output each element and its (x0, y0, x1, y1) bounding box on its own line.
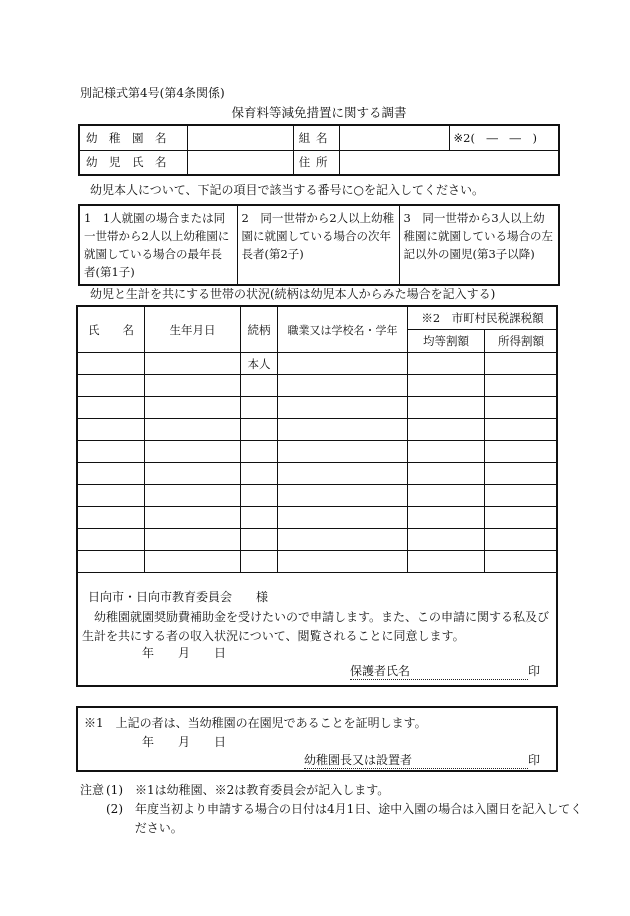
principal-signature-line (304, 751, 540, 769)
table-row (78, 375, 558, 397)
cell-equal-levy[interactable] (408, 419, 485, 441)
cell-relation[interactable] (241, 441, 278, 463)
cell-birthdate[interactable] (145, 529, 241, 551)
col-header-tax: ※2 市町村民税課税額 (408, 307, 558, 330)
cell-name[interactable] (78, 463, 145, 485)
table-row (78, 463, 558, 485)
cell-name[interactable] (78, 485, 145, 507)
household-table (77, 306, 558, 573)
cell-birthdate[interactable] (145, 507, 241, 529)
cell-name[interactable] (78, 375, 145, 397)
col-header-relation: 続柄 (241, 307, 278, 353)
cell-relation[interactable] (241, 507, 278, 529)
application-statement: 幼稚園就園奨励費補助金を受けたいので申請します。また、この申請に関する私及び生計を共にする者の収入状況について、閲覧されることに同意します。 (82, 610, 550, 643)
cell-name[interactable] (78, 397, 145, 419)
cell-birthdate[interactable] (145, 463, 241, 485)
cell-occupation[interactable] (278, 551, 408, 573)
cell-income-levy[interactable] (485, 419, 558, 441)
addressee: 日向市・日向市教育委員会 様 (88, 590, 269, 604)
cell-income-levy[interactable] (485, 463, 558, 485)
col-header-occupation: 職業又は学校名・学年 (278, 307, 408, 353)
table-row (78, 529, 558, 551)
cell-equal-levy[interactable] (408, 485, 485, 507)
table-row (78, 551, 558, 573)
cell-birthdate[interactable] (145, 485, 241, 507)
application-date[interactable]: 年 月 日 (142, 646, 227, 660)
table-row (78, 507, 558, 529)
guardian-name-field[interactable] (350, 662, 528, 680)
cell-equal-levy[interactable] (408, 463, 485, 485)
cell-relation[interactable] (241, 375, 278, 397)
cell-income-levy[interactable] (485, 507, 558, 529)
form-number: 別記様式第4号(第4条関係) (80, 86, 225, 100)
class-label: 組名 (293, 125, 339, 150)
address-label: 住所 (293, 150, 339, 175)
table-row (78, 353, 558, 375)
note2-code: ※2( ― ― ) (449, 125, 559, 150)
note-1: (1) ※1は幼稚園、※2は教育委員会が記入します。 (106, 783, 390, 797)
note-2: (2) 年度当初より申請する場合の日付は4月1日、途中入園の場合は入園日を記入してください。 (106, 802, 583, 835)
principal-name-field[interactable] (304, 751, 528, 769)
guardian-name-label: 保護者氏名 (350, 664, 411, 678)
cell-relation[interactable] (241, 485, 278, 507)
cell-occupation[interactable] (278, 507, 408, 529)
principal-label: 幼稚園長又は設置者 (304, 753, 413, 767)
cell-occupation[interactable] (278, 441, 408, 463)
birth-order-options (78, 204, 560, 286)
cell-occupation[interactable] (278, 375, 408, 397)
cell-relation-self: 本人 (241, 353, 278, 375)
cell-equal-levy[interactable] (408, 529, 485, 551)
notes-label: 注意 (80, 783, 105, 797)
cell-relation[interactable] (241, 463, 278, 485)
cell-equal-levy[interactable] (408, 353, 485, 375)
table-row (78, 441, 558, 463)
header-table (78, 124, 560, 176)
household-heading: 幼児と生計を共にする世帯の状況(続柄は幼児本人からみた場合を記入する) (90, 287, 496, 301)
kindergarten-name-field[interactable] (187, 125, 293, 150)
cell-equal-levy[interactable] (408, 551, 485, 573)
cell-equal-levy[interactable] (408, 397, 485, 419)
cell-name[interactable] (78, 507, 145, 529)
cell-birthdate[interactable] (145, 375, 241, 397)
table-row (78, 419, 558, 441)
cell-equal-levy[interactable] (408, 441, 485, 463)
cell-income-levy[interactable] (485, 551, 558, 573)
cell-occupation[interactable] (278, 397, 408, 419)
cell-relation[interactable] (241, 419, 278, 441)
option-1[interactable]: 1 1人就園の場合または同一世帯から2人以上幼稚園に就園している場合の最年長者(第1子) (79, 205, 237, 285)
cell-name[interactable] (78, 419, 145, 441)
certification-statement: ※1 上記の者は、当幼稚園の在園児であることを証明します。 (84, 716, 427, 730)
cell-name[interactable] (78, 529, 145, 551)
cell-relation[interactable] (241, 551, 278, 573)
instruction-text: 幼児本人について、下記の項目で該当する番号に○を記入してください。 (90, 183, 484, 197)
cell-occupation[interactable] (278, 529, 408, 551)
cell-birthdate[interactable] (145, 419, 241, 441)
cell-income-levy[interactable] (485, 441, 558, 463)
cell-occupation[interactable] (278, 419, 408, 441)
table-row (78, 485, 558, 507)
child-name-label: 幼 児 氏 名 (79, 150, 187, 175)
cell-income-levy[interactable] (485, 353, 558, 375)
kindergarten-name-label: 幼 稚 園 名 (79, 125, 187, 150)
option-3[interactable]: 3 同一世帯から3人以上幼稚園に就園している場合の左記以外の園児(第3子以降) (399, 205, 559, 285)
col-header-equal-levy: 均等割額 (408, 330, 485, 353)
cell-income-levy[interactable] (485, 397, 558, 419)
cell-income-levy[interactable] (485, 485, 558, 507)
cell-relation[interactable] (241, 529, 278, 551)
col-header-name: 氏 名 (78, 307, 145, 353)
col-header-income-levy: 所得割額 (485, 330, 558, 353)
table-row (78, 397, 558, 419)
address-field[interactable] (339, 150, 559, 175)
cell-occupation[interactable] (278, 485, 408, 507)
cell-income-levy[interactable] (485, 375, 558, 397)
cell-birthdate[interactable] (145, 551, 241, 573)
guardian-signature-line (350, 662, 540, 680)
cell-occupation[interactable] (278, 353, 408, 375)
cell-name[interactable] (78, 441, 145, 463)
cell-income-levy[interactable] (485, 529, 558, 551)
guardian-seal: 印 (527, 664, 540, 678)
cell-relation[interactable] (241, 397, 278, 419)
document-title: 保育料等減免措置に関する調書 (231, 105, 407, 120)
child-name-field[interactable] (187, 150, 293, 175)
cell-equal-levy[interactable] (408, 375, 485, 397)
cell-name[interactable] (78, 353, 145, 375)
certification-date[interactable]: 年 月 日 (142, 735, 227, 749)
principal-seal: 印 (527, 753, 540, 767)
cell-birthdate[interactable] (145, 397, 241, 419)
cell-equal-levy[interactable] (408, 507, 485, 529)
cell-occupation[interactable] (278, 463, 408, 485)
cell-name[interactable] (78, 551, 145, 573)
cell-birthdate[interactable] (145, 353, 241, 375)
class-field[interactable] (339, 125, 449, 150)
option-2[interactable]: 2 同一世帯から2人以上幼稚園に就園している場合の次年長者(第2子) (237, 205, 399, 285)
col-header-birthdate: 生年月日 (145, 307, 241, 353)
cell-birthdate[interactable] (145, 441, 241, 463)
